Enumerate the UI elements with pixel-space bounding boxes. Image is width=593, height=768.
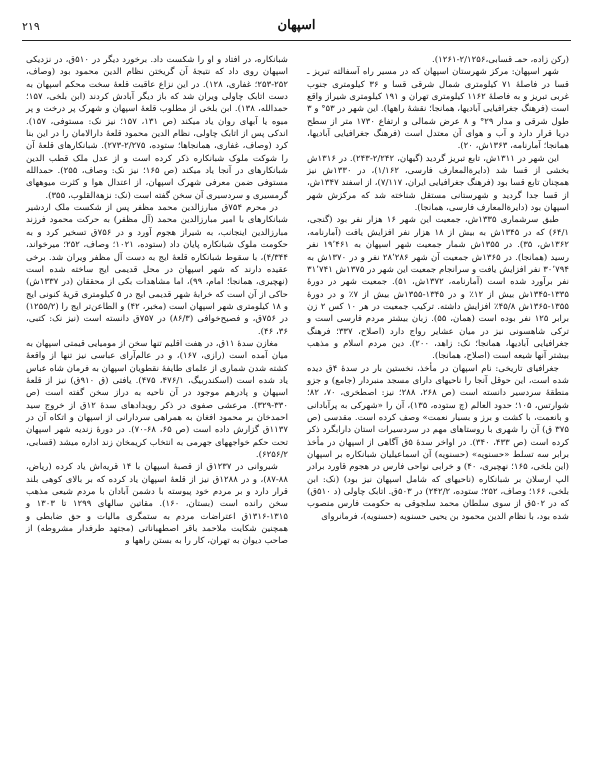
- paragraph: شهر اسپهان: مرکز شهرستان اسپهان که در مسیر راه آسفالته تبریز ـ قسا در فاصلهٔ ۷۱ کیلومتری شمال شرقی قسا و ۳۶ کیلومتری جنوب غربی تبریز و به فاصلهٔ ۱۱۶۲ کیلومتری تهران و ۱۹۱ کیلومتری شیراز واقع است (فرهنگ جغرافیایی آبادیها، همانجا؛ نقشهٔ راهها). این شهر در ۵۳° و ۳ طول شرقی و مدار ۲۹° و ۸ عرض شمالی و ارتفاع ۱۷۳۰ متر از سطح دریا قرار دارد و آب و هوای آن معتدل است (فرهنگ جغرافیایی آبادیها، همانجا؛ آمارنامه، ۱۳۶۳ش، ۲۰).: [307, 67, 570, 152]
- left-column: [26, 54, 288, 548]
- page-number: ۲۱۹: [22, 20, 40, 33]
- paragraph: جغرافیای تاریخی: نام اسپهان در مأخذ، نخستین بار در سدهٔ ۴ق دیده شده است، این حوقل آنجا را ناحیهای دارای مسجد منبردار (جامع) و جزو منطقهٔ سردسیر دانسته است (ص ۲۶۸، ۲۸۸؛ نیز: اصطخری، ۷۰، ۸۲؛ شوارتس، ۱۰۵؛ حدود العالم (چ ستوده، ۱۳۵)، آن را «شهرکی به پرآبادانی و بانعمت، با کشت و برز و بسیار نعمت» وصف کرده است. مقدسی (ص ۳۷۵ ق) آن را شهری با روستاهای مهم در سردسیرات استان دارابگرد ذکر کرده است (ص ۴۳۳، ۳۴۰). در اواخر سدهٔ ۵ق آگاهی از اسپهان در مأخذ برابر سه تسلط «حسنویه» (حسنویه) آن اسماعیلیان شبانکاره بر اسپهان (این بلخی، ۱۶۵؛ نهچیری، ۴۰) و خرابی نواحی فارس در هجوم قاورد برادر الپ ارسلان بر شبانکاره (ناحیهای که شامل اسپهان نیز بود) (نک: ابن بلخی، ۱۶۶؛ وصاف، ۲۵۲؛ ستوده، ۲۴۲/۲) در ۵۰۳ق. اتابک چاولی (د ۵۱۰ق) که در ۵۰۲ق از سوی سلطان محمد سلجوقی به حکومت فارس منصوب شده بود، با نظام الدین محمود بن یحیی حسنویه (حسنویه)، فرمانروای: [307, 363, 569, 522]
- paragraph: شبانکاره، در افتاد و او را شکست داد. برخورد دیگر در ۵۱۰ق، در نزدیکی اسپهان روی داد که نتیجهٔ آن گریختن نظام الدین محمود بود (وصاف، ۲۵۲-۲۵۳؛ غفاری، ۱۲۸). در این نزاع عاقبت قلعهٔ سخت محکم اسپهان به دست اتابک چاولی ویران شد که باز دیگر آبادش کردند (ابن بلخی، ۱۵۷؛ حمدالله، ۱۳۸). ابن بلخی از مطلوب قلعهٔ اسپهان و شهرک پر درخت و پر میوه یا آبهای روان یاد میکند (ص ۱۳۱، ۱۵۷؛ نیز نک: مستوفی، ۱۵۷). اندکی پس از اتابک چاولی، نظام الدین محمود قلعهٔ دارالامان را در این بنا کرد (وصاف، غفاری، همانجاها؛ ستوده، ۲/۲۷۵-۲۷۳). شبانکارهای قلعهٔ آن را شوکت ملوک شبانکاره ذکر کرده است و از عدل ملک قطب الدین شبانکارهای در آنجا یاد میکند (ص ۱۶۵؛ نیز نک: وصاف، ۲۵۵). حمدالله مستوفی ضمن معرفی شهرک اسپهان، از اعتدال هوا و کثرت میوههای گرمسیری و سردسیری آن سخن گفته است (نک: نزهةالقلوب، ۳۵۵).: [26, 55, 289, 201]
- page-header: [22, 16, 571, 46]
- header-rule: [22, 40, 571, 41]
- paragraph: مغازن سدهٔ ۱۱ق، در هفت اقلیم تنها سخن از مومیایی قیمتی اسپهان به میان آمده است (رازی، ۱۶۷)، و در عالم‌آرای عباسی نیز تنها از واقعهٔ کشته شدن شماری از علمای طایفهٔ نقطویان اسپهان به فرمان شاه عباس یاد شده است (اسکندربیگ، ۴۷۶/۱، ۴۷۵). یافتی (ق ۹۱۰ق) نیز از قلعهٔ اسپهان و پادرهم موجود در آن ناحیه به دراز سخن گفته است (ص ۳۳۰-۳۲۹). مرعشی صفوی در ذکر رویدادهای سدهٔ ۱۲ق از خروج سید احمدخان بر محمود افغان به همراهی سردارانی از اسپهان و اتکاه آن در ۱۱۳۷ق گزارش داده است (ص ۶۵، ۶۸-۷۰). در دورهٔ زندیه شهر اسپهان تحت حکم خواجههای جهرمی به انتخاب کریمخان زند اداره میشد (قسابی، ۶۲۵۶/۲).: [26, 338, 288, 460]
- paragraph: (رکن زاده، حمـ قسابی،۲/۱۲۵۶-۱۲۶۱).: [432, 55, 569, 65]
- paragraph: در محرم ۷۵۴ق مبارزالدین محمد مظفر پس از شکست ملک اردشیر شبانکارهای با امیر مبارزالدین محمد (آل مظفر) به حرکت محمود فرزند مبارزالدین اینجانب، به شیراز هجوم آورد و در ۷۵۶ق تسخیر کرد و به حکومت ملوک شبانکاره پایان داد (ستوده، ۱۰۲۱؛ وصاف، ۲۵۲؛ میرخواند، ۴/۳۴۴)، با سقوط شبانکاره قلعهٔ ایج به دست آل مظفر ویران شد. برخی عقیده دارند که شهر اسپهان در محل قدیمی ایج ساخته شده است (نهچیری، همانجا؛ امام، ۹۹)، اما مشاهدات بکی از محققان (در ۱۳۳۷ش) حاکی از آن است که خرابهٔ شهر قدیمی ایج در ۵ کیلومتری قریهٔ کنونی ایج و ۱۸ کیلومتری شهر اسپهان است (مخبر، ۴۲) و الطاعن‌تر ایج را (۱۲۵۵/۲) در ۷۵۶ق، و فصیح‌خوافی (۸۶/۳) در ۷۵۷ق دانسته است (نیز نک: کتبی، ۳۶، ۴۶).: [26, 203, 288, 337]
- running-title: اسپهان: [277, 18, 316, 33]
- right-column: [307, 54, 569, 523]
- paragraph: طبق سرشماری ۱۳۳۵ش، جمعیت این شهر ۱۶ هزار نفر بود (گنجی، ۶۴/۱) که در ۱۳۴۵ش به بیش از ۱۸ هزار نفر افزایش یافت (آمارنامه، ۱۳۶۲ش، ۳۵). در ۱۳۵۵ش شمار جمعیت شهر اسپهان به ۱۹٬۴۶۱ نفر رسید (همانجا). در ۱۳۶۵ش جمعیت آن شهر ۲۸٬۲۸۶ نفر و در ۱۳۷۰ش به ۳۰٬۷۹۴ نفر افزایش یافت و سرانجام جمعیت این شهر در ۱۳۷۵ش ۳۱٬۷۴۱ نفر برآورد شده است (آمارنامه، ۱۳۷۲ش، ۵۱). جمعیت شهر در دورهٔ ۱۳۳۵-۱۳۴۵ش بیش از ۱۲٪ و در ۱۳۴۵-۱۳۵۵ش بیش از ۷٪ و در دورهٔ ۱۳۵۵-۱۳۶۵ش ۴۵/۸٪ افزایش داشته. ترکیب جمعیت در هر ۱۰ کس ۲ زن برابر ۱۲۵ نفر بوده است (همان، ۵۵). زبان بیشتر مردم فارسی است و ترکی شاهسونی نیز در میان عشایر رواج دارد (اصلاح، ۳۳۷؛ فرهنگ جغرافیایی آبادیها، همانجا؛ نک: زاهد، ۲۰۰). دین مردم اسلام و مذهب بیشتر آنها شیعه است (اصلاح، همانجا).: [307, 215, 570, 362]
- paragraph: شیروانی در ۱۲۳۷ق از قصبهٔ اسپهان با ۱۴ قریه‌اش یاد کرده (ریاض، ۸۸-۸۷)، و در ۱۲۸۸ق نیز از قلعهٔ اسپهان یاد کرده که بر بالای کوهی بلند قرار دارد و بر مردم خود پیوسته با دشمن آبادان با مردم شیعی مذهب سخن رانده است (بستان، ۱۶۰). مقاتین سالهای ۱۲۹۹ تا ۱۳۰۳ و ۱۳۱۵-۱۳۱۶ق اعتراضات مردم به ستمگری مالیات و حق ضابطی و همچنین شکایت ملاحمد باقر اصطهباناتی (مجتهد طرفدار مشروطه) از صاحب دیوان به تهران، کار را به بستن راهها و: [26, 462, 289, 547]
- paragraph: این شهر در ۱۳۱۱ش، تابع تبریز گردید (گیهان، ۲/۲۴۲-۲۴۳). در ۱۳۱۶ش بخشی از قسا شد (دایرةالمعارف فارسی، ۱/۱۶۲)، در ۱۳۳۰ش نیز همچنان تابع قسا بود (فرهنگ جغرافیایی ایران، ۷/۱۱۷)، از اسفند ۱۳۴۷ش، از قسا جدا گردید و شهرستانی مستقل شناخته شد که مرکزش شهر اسپهان بود (دایرةالمعارف فارسی، همانجا).: [307, 153, 569, 214]
